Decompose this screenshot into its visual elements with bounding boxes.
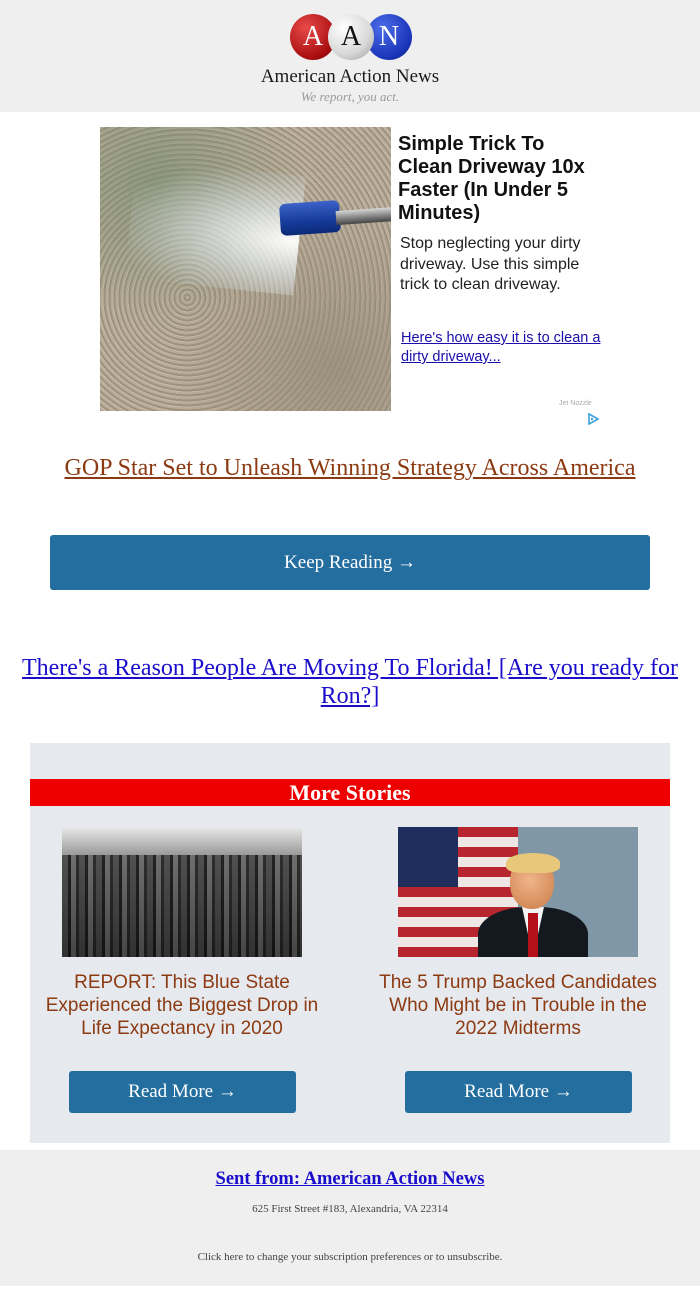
logo-letter-n: N [366, 14, 412, 60]
logo-letter-a1: A [290, 14, 336, 60]
ad-image-driveway-nozzle[interactable] [100, 127, 391, 411]
hair [506, 853, 560, 873]
flag-union [398, 827, 458, 887]
water-spray [124, 158, 306, 295]
story-card [32, 827, 332, 1040]
read-more-button[interactable]: Read More → [405, 1071, 632, 1113]
ad-brand: Jet Nozzle [559, 400, 592, 407]
ad-link[interactable]: Here's how easy it is to clean a dirty driveway... [401, 330, 601, 365]
nozzle-pipe [336, 207, 391, 225]
unsubscribe-link[interactable]: Click here to change your subscription preferences or to unsubscribe. [197, 1251, 503, 1263]
email-footer [0, 1150, 700, 1286]
story-card [368, 827, 668, 1040]
keep-reading-button[interactable]: Keep Reading → [50, 535, 650, 590]
postal-address: 625 First Street #183, Alexandria, VA 22314 [252, 1203, 448, 1215]
adchoices-icon[interactable] [587, 413, 599, 425]
aan-logo[interactable] [290, 14, 412, 62]
city-sky [62, 827, 302, 855]
story-title[interactable]: REPORT: This Blue State Experienced the Biggest Drop in Life Expectancy in 2020 [45, 972, 319, 1039]
brand-name: American Action News [260, 66, 440, 87]
sponsored-ad[interactable] [100, 127, 600, 427]
nozzle-icon [279, 200, 341, 236]
story-title[interactable]: The 5 Trump Backed Candidates Who Might be in Trouble in the 2022 Midterms [379, 972, 657, 1039]
read-more-button[interactable]: Read More → [69, 1071, 296, 1113]
more-stories-section [30, 743, 670, 1143]
headline-link-florida[interactable]: There's a Reason People Are Moving To Florida! [Are you ready for Ron?] [21, 655, 679, 709]
headline-link-gop-star[interactable]: GOP Star Set to Unleash Winning Strategy Across America [64, 455, 636, 481]
email-header [0, 0, 700, 112]
sent-from-link[interactable]: Sent from: American Action News [215, 1169, 485, 1189]
person-figure [478, 857, 588, 957]
brand-tagline: We report, you act. [300, 89, 400, 104]
logo-letter-a2: A [328, 14, 374, 60]
ad-description: Stop neglecting your dirty driveway. Use this simple trick to clean driveway. [400, 235, 581, 293]
story-image-city-skyline[interactable] [62, 827, 302, 957]
story-image-trump-flag[interactable] [398, 827, 638, 957]
tie [528, 913, 538, 957]
more-stories-title: More Stories [30, 779, 670, 806]
ad-title[interactable]: Simple Trick To Clean Driveway 10x Faster (In Under 5 Minutes) [398, 133, 585, 224]
